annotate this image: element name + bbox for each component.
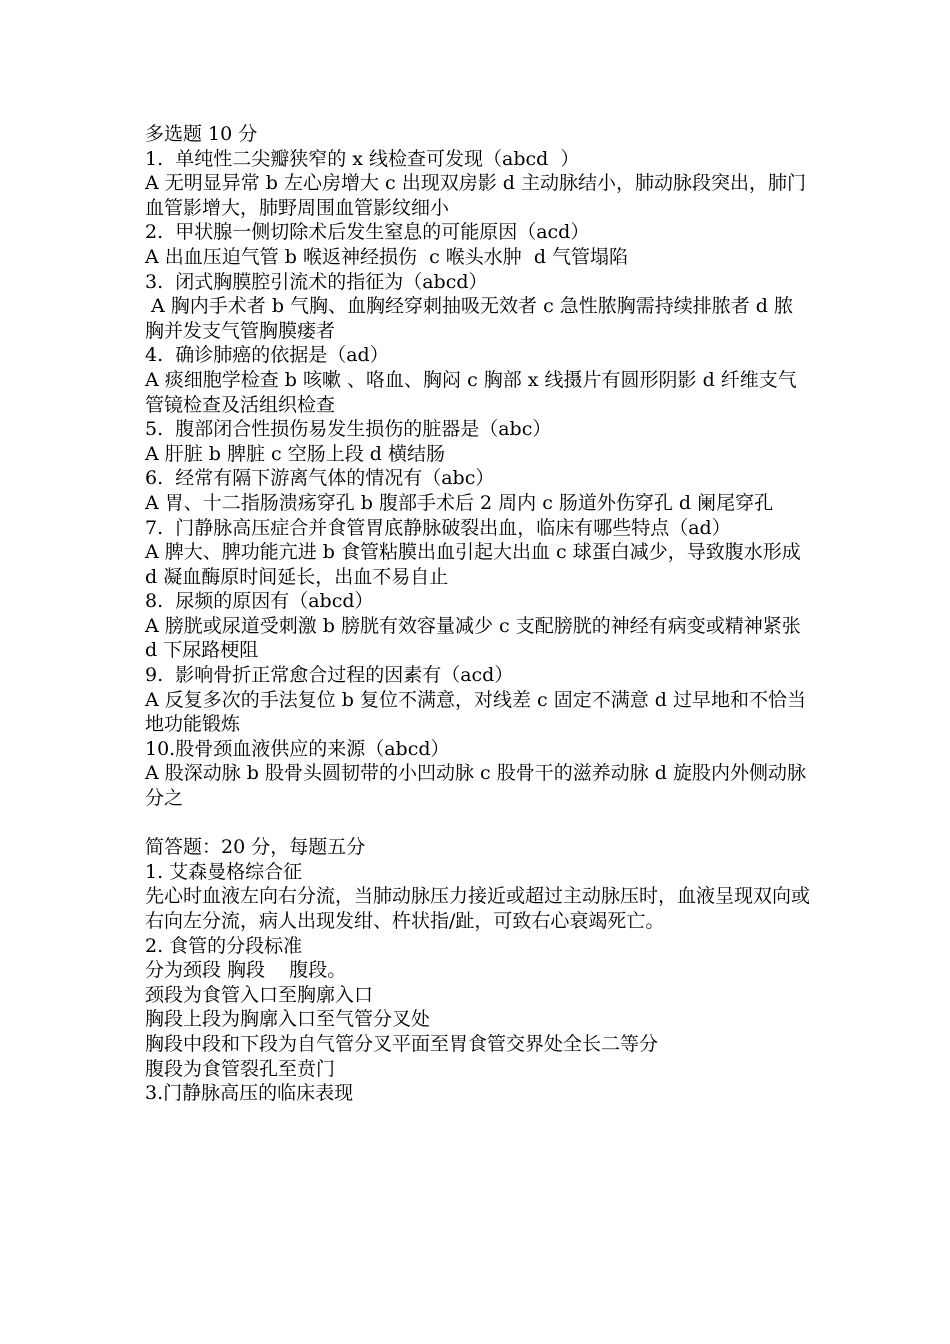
short-question-1: 1. 艾森曼格综合征 xyxy=(145,860,303,883)
short-answer-2-line-5: 腹段为食管裂孔至贲门 xyxy=(145,1057,336,1080)
question-6: 6. 经常有隔下游离气体的情况有（abc） xyxy=(145,467,495,490)
answer-6: A 胃、十二指肠溃疡穿孔 b 腹部手术后 2 周内 c 肠道外伤穿孔 d 阑尾穿孔 xyxy=(145,491,774,514)
question-7: 7. 门静脉高压症合并食管胃底静脉破裂出血，临床有哪些特点（ad） xyxy=(145,516,731,539)
short-answer-2-line-2: 颈段为食管入口至胸廓入口 xyxy=(145,983,374,1006)
answer-10: A 股深动脉 b 股骨头圆韧带的小凹动脉 c 股骨干的滋养动脉 d 旋股内外侧动脉分之 xyxy=(145,762,806,810)
question-8: 8. 尿频的原因有（abcd） xyxy=(145,590,374,613)
answer-3: A 胸内手术者 b 气胸、血胸经穿刺抽吸无效者 c 急性脓胸需持续排脓者 d 脓胸并发支气管胸膜瘘者 xyxy=(145,295,794,342)
answer-1: A 无明显异常 b 左心房增大 c 出现双房影 d 主动脉结小，肺动脉段突出，肺门血管影增大，肺野周围血管影纹细小 xyxy=(145,172,806,219)
blank-line xyxy=(145,811,810,836)
answer-5: A 肝脏 b 脾脏 c 空肠上段 d 横结肠 xyxy=(145,442,445,465)
short-question-2: 2. 食管的分段标准 xyxy=(145,934,303,957)
answer-2: A 出血压迫气管 b 喉返神经损伤 c 喉头水肿 d 气管塌陷 xyxy=(145,245,629,268)
section-title-multiple-choice: 多选题 10 分 xyxy=(145,123,258,145)
answer-7: A 脾大、脾功能亢进 b 食管粘膜出血引起大出血 c 球蛋白减少，导致腹水形成 d 凝血酶原时间延长，出血不易自止 xyxy=(145,541,807,588)
short-question-3: 3.门静脉高压的临床表现 xyxy=(145,1082,354,1105)
answer-4: A 痰细胞学检查 b 咳嗽 、咯血、胸闷 c 胸部 x 线摄片有圆形阴影 d 纤维支气管镜检查及活组织检查 xyxy=(145,368,797,416)
section-title-short-answer: 简答题：20 分，每题五分 xyxy=(145,836,366,859)
short-answer-2-line-4: 胸段中段和下段为自气管分叉平面至胃食管交界处全长二等分 xyxy=(145,1032,659,1055)
question-10: 10.股骨颈血液供应的来源（abcd） xyxy=(145,737,450,760)
answer-8: A 膀胱或尿道受刺激 b 膀胱有效容量减少 c 支配膀胱的神经有病变或精神紧张 d 下尿路梗阻 xyxy=(145,614,807,662)
question-5: 5. 腹部闭合性损伤易发生损伤的脏器是（abc） xyxy=(145,418,552,441)
question-1: 1. 单纯性二尖瓣狭窄的 x 线检查可发现（abcd ） xyxy=(145,147,580,170)
answer-9: A 反复多次的手法复位 b 复位不满意，对线差 c 固定不满意 d 过早地和不恰当地功能锻炼 xyxy=(145,688,806,736)
question-2: 2. 甲状腺一侧切除术后发生窒息的可能原因（acd） xyxy=(145,221,590,244)
short-answer-2-line-3: 胸段上段为胸廓入口至气管分叉处 xyxy=(145,1008,431,1031)
short-answer-2-line-1: 分为颈段 胸段 腹段。 xyxy=(145,959,347,982)
document-page xyxy=(145,122,810,1106)
question-4: 4. 确诊肺癌的依据是（ad） xyxy=(145,344,389,367)
short-answer-1-line-1: 先心时血液左向右分流，当肺动脉压力接近或超过主动脉压时，血液呈现双向或右向左分流，病人出现发绀、杵状指/趾，可致右心衰竭死亡。 xyxy=(145,885,811,932)
question-9: 9. 影响骨折正常愈合过程的因素有（acd） xyxy=(145,664,514,687)
question-3: 3. 闭式胸膜腔引流术的指征为（abcd） xyxy=(145,270,488,293)
